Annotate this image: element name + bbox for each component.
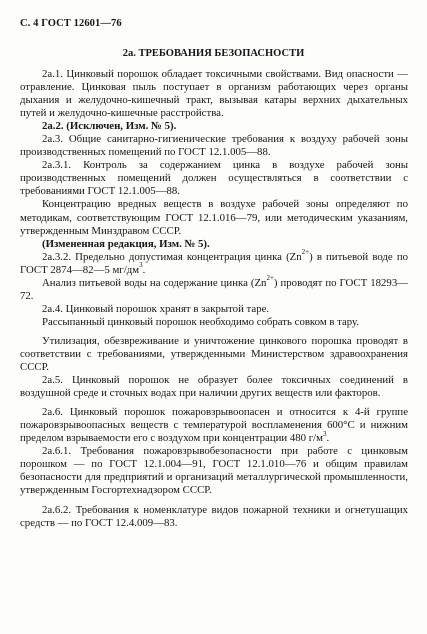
p13-text-b: .	[326, 432, 330, 445]
paragraph-water-analysis	[20, 274, 409, 303]
amendment-note: (Измененная редакция, Изм. № 5).	[42, 237, 210, 250]
paragraph-2a4: 2а.4. Цинковый порошок хранят в закрытой таре.	[42, 302, 270, 315]
section-title: 2а. ТРЕБОВАНИЯ БЕЗОПАСНОСТИ	[122, 48, 305, 59]
paragraph-2a3-2	[20, 248, 408, 277]
paragraph-spill: Рассыпанный цинковый порошок необходимо собрать совком в тару.	[42, 315, 360, 328]
paragraph-2a6	[20, 406, 408, 445]
p8-superscript: 2+	[266, 274, 274, 283]
p7-superscript-a: 2+	[301, 248, 310, 257]
paragraph-2a5: 2а.5. Цинковый порошок не образует более токсичных соединений в воздушной среде и сточных водах при наличии других веществ или факторов.	[20, 374, 408, 400]
p8-text-b: ) проводят по ГОСТ 18293—72.	[20, 276, 409, 302]
p7-text-b: ) в питьевой воде по ГОСТ 2874—82—5 мг/дм	[20, 250, 408, 276]
p13-text-a: 2а.6. Цинковый порошок пожаровзрывоопасен и относится к 4-й группе пожаровзрывоопасных веществ с температурой воспламенения 600°С и нижним пределом взрываемости его с воздухом при концентрации 480 г/м	[20, 406, 408, 445]
page-header: С. 4 ГОСТ 12601—76	[20, 18, 122, 29]
paragraph-2a6-1: 2а.6.1. Требования пожаровзрывобезопасности при работе с цинковым порошком — по ГОСТ 12.1.004—91, ГОСТ 12.1.010—76 и общим правилам безопасности для предприятий и организаций металлургической промышленности, утвержденным Госгортехнадзором СССР.	[20, 445, 408, 497]
p7-text-a: 2а.3.2. Предельно допустимая концентрация цинка (Zn	[42, 250, 302, 263]
p13-superscript: 3	[323, 429, 327, 438]
paragraph-2a6-2: 2а.6.2. Требования к номенклатуре видов пожарной техники и огнетушащих средств — по ГОСТ 12.4.009—83.	[20, 503, 408, 529]
document-body	[20, 68, 408, 530]
paragraph-2a3: 2а.3. Общие санитарно-гигиенические требования к воздуху рабочей зоны производственных помещений по ГОСТ 12.1.005—88.	[20, 133, 408, 159]
paragraph-2a3-1: 2а.3.1. Контроль за содержанием цинка в воздухе рабочей зоны производственных помещений должен осуществляться в соответствии с требованиями ГОСТ 12.1.005—88.	[20, 159, 408, 198]
paragraph-2a1: 2а.1. Цинковый порошок обладает токсичными свойствами. Вид опасности — отравление. Цинковая пыль поступает в организм работающих через органы дыхания и желудочно-кишечный тракт, вызывая катары верхних дыхательных путей и желудочно-кишечные расстройства.	[20, 68, 408, 120]
paragraph-concentration-methods: Концентрацию вредных веществ в воздухе рабочей зоны определяют по методикам, соответствующим ГОСТ 12.1.016—79, или методическим указаниям, утвержденным Минздравом СССР.	[20, 198, 408, 237]
p7-superscript-b: 3	[139, 261, 143, 270]
p7-text-c: .	[142, 263, 146, 276]
paragraph-2a2: 2а.2. (Исключен, Изм. № 5).	[42, 120, 177, 133]
p8-text-a: Анализ питьевой воды на содержание цинка (Zn	[42, 276, 267, 289]
paragraph-disposal: Утилизация, обезвреживание и уничтожение цинкового порошка проводят в соответствии с требованиями, утвержденными Министерством здравоохранения СССР.	[20, 334, 408, 374]
